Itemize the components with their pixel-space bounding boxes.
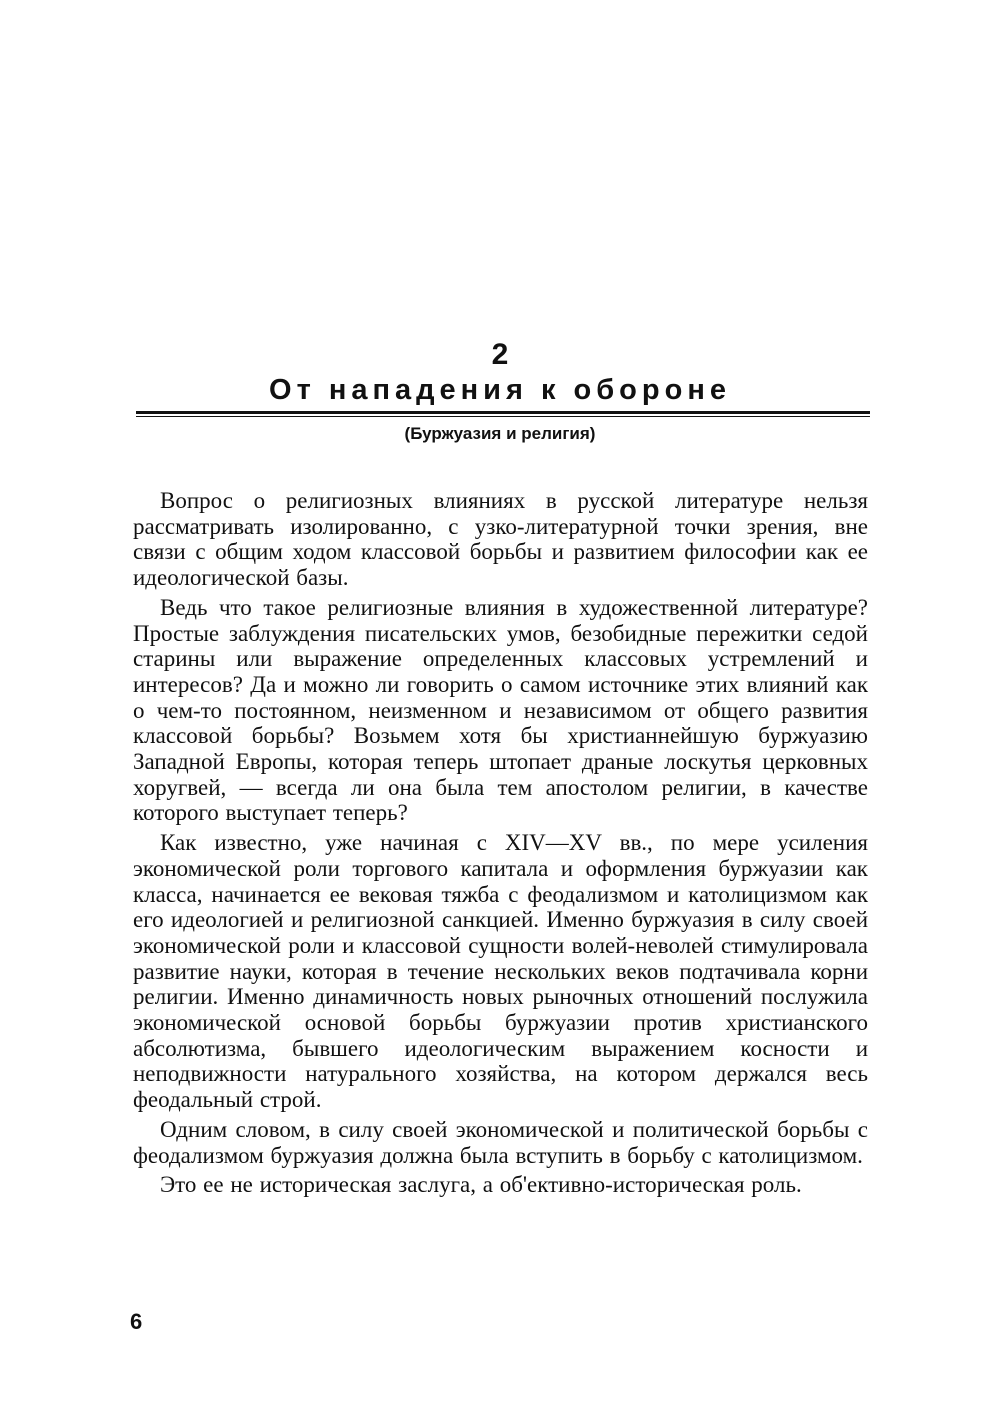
page-number: 6: [130, 1309, 143, 1334]
title-rule-thin: [136, 416, 870, 417]
chapter-subtitle: (Буржуазия и религия): [404, 424, 596, 443]
paragraph: Вопрос о религиозных влияниях в русской литературе нельзя рассматривать изолированно, с узко-литературной точки зрения, вне связи с общим ходом классовой борьбы и развитием философии как ее идеологической базы.: [133, 488, 868, 591]
title-rule-thick: [136, 411, 870, 414]
paragraph: Это ее не историческая заслуга, а об'ективно-историческая роль.: [160, 1172, 802, 1198]
body-text: [133, 488, 868, 1202]
paragraph: Как известно, уже начиная с XIV—XV вв., по мере усиления экономической роли торгового капитала и оформления буржуазии как класса, начинается ее вековая тяжба с феодализмом и католицизмом как его идеологией и религиозной санкцией. Именно буржуазия в силу своей экономической роли и классовой сущности волей-неволей стимулировала развитие науки, которая в течение нескольких веков подтачивала корни религии. Именно динамичность новых рыночных отношений послужила экономической основой борьбы буржуазии против христианского абсолютизма, бывшего идеологическим выражением косности и неподвижности натурального хозяйства, на котором держался весь феодальный строй.: [133, 830, 868, 1113]
paragraph: Одним словом, в силу своей экономической и политической борьбы с феодализмом буржуазия должна была вступить в борьбу с католицизмом.: [133, 1116, 868, 1168]
paragraph: Ведь что такое религиозные влияния в художественной литературе? Простые заблуждения писательских умов, безобидные пережитки седой старины или выражение определенных классовых устремлений и интересов? Да и можно ли говорить о самом источнике этих влияний как о чем-то постоянном, неизменном и независимом от общего развития классовой борьбы? Возьмем хотя бы христианнейшую буржуазию Западной Европы, которая теперь штопает драные лоскутья церковных хоругвей, — всегда ли она была тем апостолом религии, в качестве которого выступает теперь?: [133, 594, 868, 826]
chapter-title: От нападения к обороне: [269, 374, 731, 406]
chapter-number: 2: [491, 338, 509, 371]
